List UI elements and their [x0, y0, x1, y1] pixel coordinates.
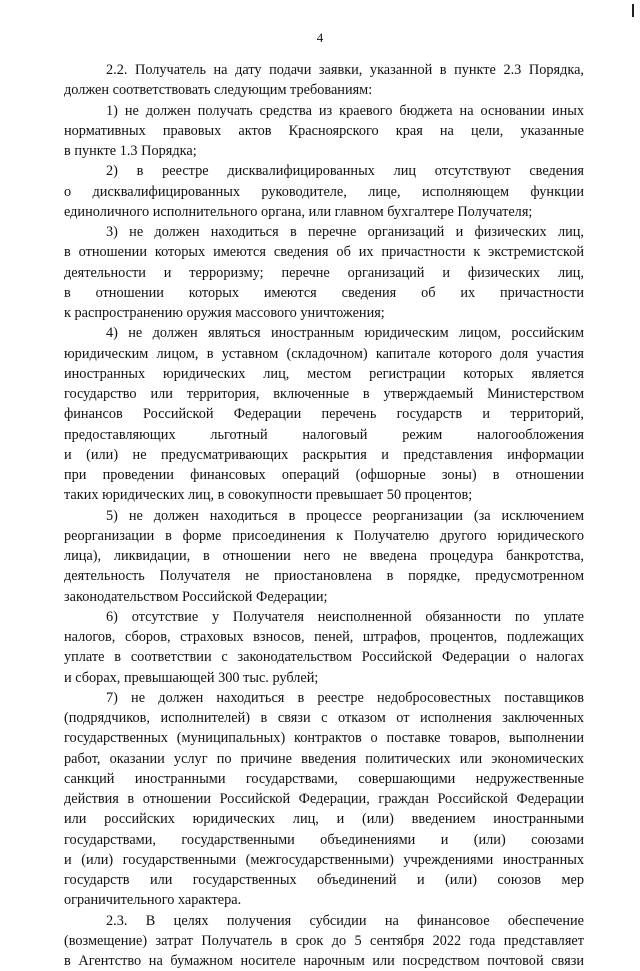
paragraph	[64, 607, 584, 688]
text-line: к распространению оружия массового уничтожения;	[64, 303, 584, 323]
text-line: в отношении которых имеются сведения об их причастности к экстремистской	[64, 242, 584, 262]
document-body	[64, 60, 584, 971]
text-line: (возмещение) затрат Получатель в срок до 5 сентября 2022 года представляет	[64, 931, 584, 951]
text-line: уплате в соответствии с законодательством Российской Федерации о налогах	[64, 647, 584, 667]
text-line: реорганизации в форме присоединения к Получателю другого юридического	[64, 526, 584, 546]
scan-edge-mark	[632, 4, 634, 17]
text-line: иностранных юридических лиц, местом регистрации которых является	[64, 364, 584, 384]
paragraph	[64, 506, 584, 607]
text-line: 2.2. Получатель на дату подачи заявки, указанной в пункте 2.3 Порядка,	[64, 60, 584, 80]
text-line: законодательством Российской Федерации;	[64, 587, 584, 607]
paragraph	[64, 222, 584, 323]
paragraph	[64, 161, 584, 222]
paragraph	[64, 101, 584, 162]
text-line: 4) не должен являться иностранным юридическим лицом, российским	[64, 323, 584, 343]
text-line: в Агентство на бумажном носителе нарочным или посредством почтовой связи	[64, 951, 584, 971]
text-line: 5) не должен находиться в процессе реорганизации (за исключением	[64, 506, 584, 526]
text-line: о дисквалифицированных руководителе, лице, исполняющем функции	[64, 182, 584, 202]
text-line: государство или территория, включенные в утверждаемый Министерством	[64, 384, 584, 404]
text-line: нормативных правовых актов Красноярского края на цели, указанные	[64, 121, 584, 141]
text-line: государств или государственных объединений и (или) союзов мер	[64, 870, 584, 890]
text-line: 2) в реестре дисквалифицированных лиц отсутствуют сведения	[64, 161, 584, 181]
text-line: деятельность Получателя не приостановлена в порядке, предусмотренном	[64, 566, 584, 586]
text-line: 1) не должен получать средства из краевого бюджета на основании иных	[64, 101, 584, 121]
text-line: должен соответствовать следующим требованиям:	[64, 80, 584, 100]
text-line: предоставляющих льготный налоговый режим налогообложения	[64, 425, 584, 445]
text-line: деятельности и терроризму; перечне организаций и физических лиц,	[64, 263, 584, 283]
text-line: при проведении финансовых операций (офшорные зоны) в отношении	[64, 465, 584, 485]
text-line: финансов Российской Федерации перечень государств и территорий,	[64, 404, 584, 424]
text-line: 6) отсутствие у Получателя неисполненной обязанности по уплате	[64, 607, 584, 627]
text-line: 3) не должен находиться в перечне организаций и физических лиц,	[64, 222, 584, 242]
text-line: в отношении которых имеются сведения об их причастности	[64, 283, 584, 303]
text-line: 7) не должен находиться в реестре недобросовестных поставщиков	[64, 688, 584, 708]
paragraph	[64, 323, 584, 505]
text-line: государственных (муниципальных) контрактов о поставке товаров, выполнении	[64, 728, 584, 748]
text-line: единоличного исполнительного органа, или главном бухгалтере Получателя;	[64, 202, 584, 222]
paragraph	[64, 911, 584, 971]
paragraph	[64, 60, 584, 101]
text-line: государствами, государственными объединениями и (или) союзами	[64, 830, 584, 850]
text-line: налогов, сборов, страховых взносов, пеней, штрафов, процентов, подлежащих	[64, 627, 584, 647]
text-line: ограничительного характера.	[64, 890, 584, 910]
text-line: в пункте 1.3 Порядка;	[64, 141, 584, 161]
text-line: (подрядчиков, исполнителей) в связи с отказом от исполнения заключенных	[64, 708, 584, 728]
text-line: действия в отношении Российской Федерации, граждан Российской Федерации	[64, 789, 584, 809]
paragraph	[64, 688, 584, 911]
text-line: работ, оказании услуг по причине введения политических или экономических	[64, 749, 584, 769]
text-line: санкций иностранными государствами, совершающими недружественные	[64, 769, 584, 789]
text-line: лица), ликвидации, в отношении него не введена процедура банкротства,	[64, 546, 584, 566]
page-number: 4	[0, 30, 640, 46]
text-line: и (или) не предусматривающих раскрытия и представления информации	[64, 445, 584, 465]
text-line: или российских юридических лиц, и (или) введением иностранными	[64, 809, 584, 829]
text-line: юридическим лицом, в уставном (складочном) капитале которого доля участия	[64, 344, 584, 364]
text-line: и (или) государственными (межгосударственными) учреждениями иностранных	[64, 850, 584, 870]
text-line: и сборах, превышающей 300 тыс. рублей;	[64, 668, 584, 688]
text-line: 2.3. В целях получения субсидии на финансовое обеспечение	[64, 911, 584, 931]
text-line: таких юридических лиц, в совокупности превышает 50 процентов;	[64, 485, 584, 505]
